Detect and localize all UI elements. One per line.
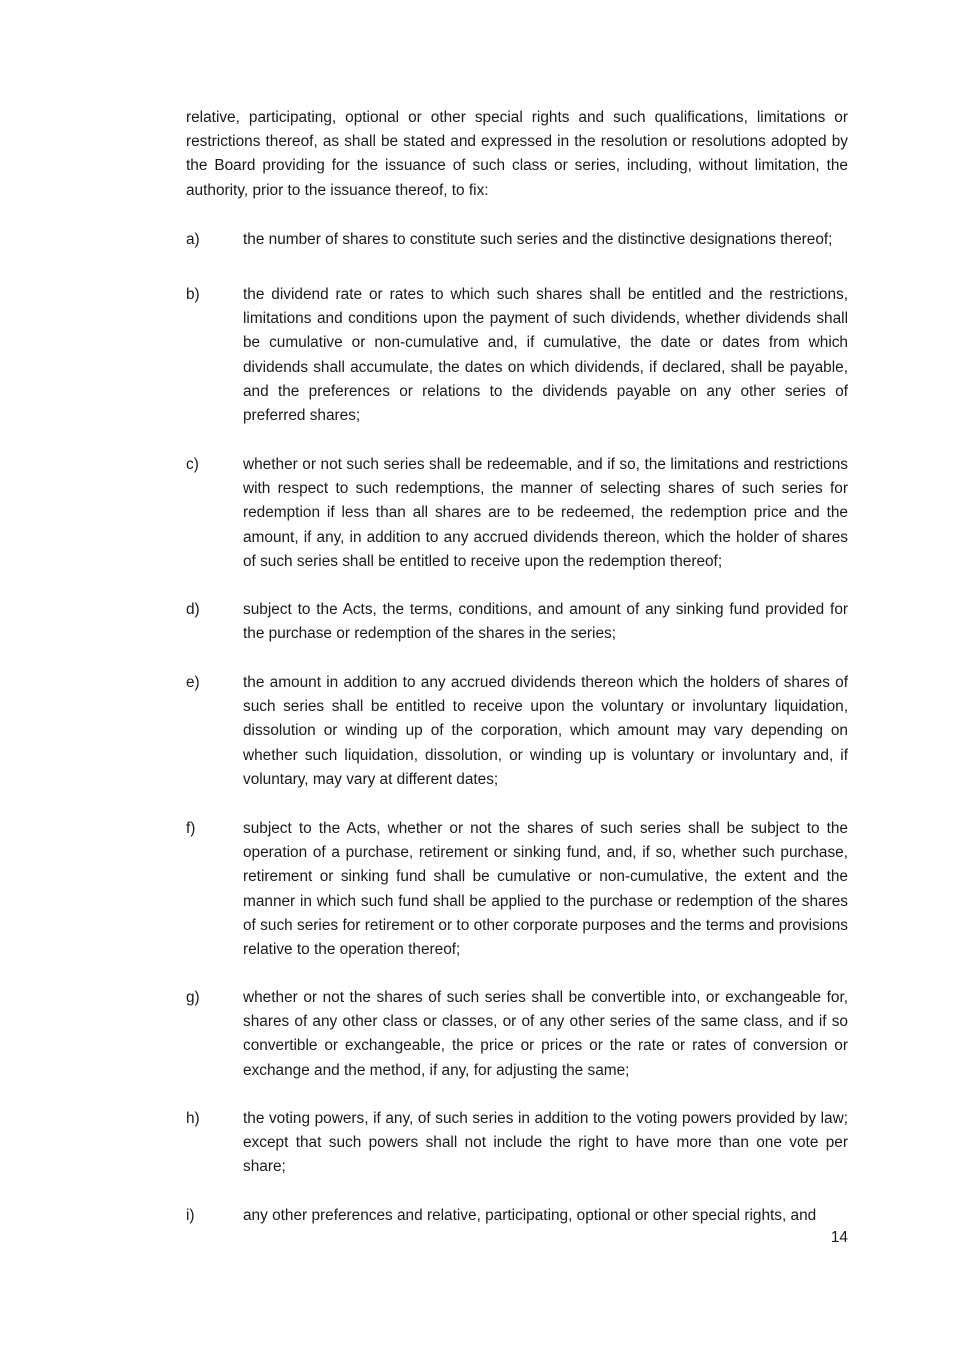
item-label: a) [186, 231, 200, 248]
item-label: e) [186, 674, 200, 691]
item-text: the voting powers, if any, of such series in addition to the voting powers provided by law; except that such powers shall not include the right to have more than one vote per share; [243, 1110, 848, 1176]
item-text: the dividend rate or rates to which such shares shall be entitled and the restrictions, limitations and conditions upon the payment of such dividends, whether dividends shall be cumulative or non-cumulative and, if cumulative, the date or dates from which dividends shall accumulate, the dates on which dividends, if declared, shall be payable, and the preferences or relations to the dividends payable on any other series of preferred shares; [243, 286, 848, 425]
item-label: i) [186, 1207, 195, 1224]
item-label: f) [186, 820, 196, 837]
item-text: subject to the Acts, the terms, conditions, and amount of any sinking fund provided for the purchase or redemption of the shares in the series; [243, 601, 848, 643]
item-label: b) [186, 286, 200, 303]
item-text: subject to the Acts, whether or not the shares of such series shall be subject to the operation of a purchase, retirement or sinking fund, and, if so, whether such purchase, retirement or sinking fund shall be cumulative or non-cumulative, the extent and the manner in which such fund shall be applied to the purchase or redemption of the shares of such series for retirement or to other corporate purposes and the terms and provisions relative to the operation thereof; [243, 820, 848, 959]
item-text: whether or not such series shall be redeemable, and if so, the limitations and restrictions with respect to such redemptions, the manner of selecting shares of such series for redemption if less than all shares are to be redeemed, the redemption price and the amount, if any, in addition to any accrued dividends thereon, which the holder of shares of such series shall be entitled to receive upon the redemption thereof; [243, 456, 848, 570]
item-text: any other preferences and relative, participating, optional or other special rights, and [243, 1207, 817, 1224]
item-text: the amount in addition to any accrued dividends thereon which the holders of shares of such series shall be entitled to receive upon the voluntary or involuntary liquidation, dissolution or winding up of the corporation, which amount may vary depending on whether such liquidation, dissolution, or winding up is voluntary or involuntary and, if voluntary, may vary at different dates; [243, 674, 848, 788]
intro-paragraph: relative, participating, optional or other special rights and such qualifications, limitations or restrictions thereof, as shall be stated and expressed in the resolution or resolutions adopted by the Board providing for the issuance of such class or series, including, without limitation, the authority, prior to the issuance thereof, to fix: [186, 109, 848, 199]
item-label: g) [186, 989, 200, 1006]
item-label: h) [186, 1110, 200, 1127]
item-label: d) [186, 601, 200, 618]
item-text: whether or not the shares of such series shall be convertible into, or exchangeable for, shares of any other class or classes, or of any other series of the same class, and if so convertible or exchangeable, the price or prices or the rate or rates of conversion or exchange and the method, if any, for adjusting the same; [243, 989, 848, 1079]
item-text: the number of shares to constitute such series and the distinctive designations thereof; [243, 231, 833, 248]
page-number: 14 [830, 1229, 848, 1246]
item-label: c) [186, 456, 199, 473]
